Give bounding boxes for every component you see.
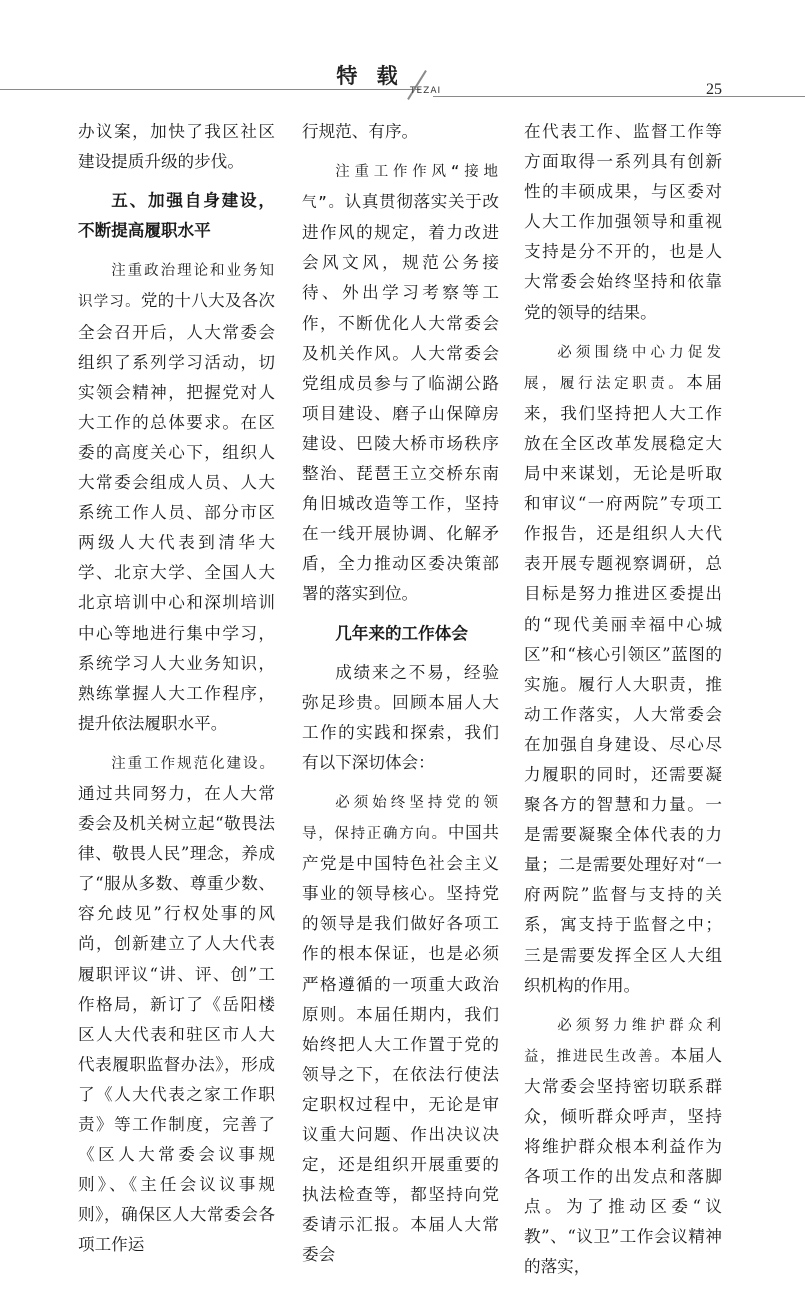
paragraph-lead: 必须努力维护群众利益，推进民生改善。: [524, 1017, 722, 1065]
paragraph-body: 认真贯彻落实关于改进作风的规定，着力改进会风文风，规范公务接待、外出学习考察等工作，不断优化人大常委会及机关作风。人大常委会党组成员参与了临湖公路项目建设、磨子山保障房建设、巴陵大桥市场秩序整治、琵琶王立交桥东南角旧城改造等工作，坚持在一线开展协调、化解矛盾，全力推动区委决策部署的落实到位。: [302, 192, 500, 604]
paragraph: 成绩来之不易，经验弥足珍贵。回顾本届人大工作的实践和探索，我们有以下深切体会：: [302, 662, 499, 772]
section-heading: 五、加强自身建设，不断提高履职水平: [78, 191, 275, 241]
paragraph-lead: 注重工作作风“接地气”。: [302, 164, 499, 212]
section-subtitle: TEZAI: [410, 86, 442, 96]
paragraph-body: 党的十八大及各次全会召开后，人大常委会组织了系列学习活动，切实领会精神，把握党对人大工作的总体要求。在区委的高度关心下，组织人大常委会组成人员、人大系统工作人员、部分市区两级人大代表到清华大学、北京大学、全国人大北京培训中心和深圳培训中心等地进行集中学习，系统学习人大业务知识，熟练掌握人大工作程序，提升依法履职水平。: [78, 291, 276, 733]
paragraph-body: 通过共同努力，在人大常委会及机关树立起“敬畏法律、敬畏人民”理念，养成了“服从多数、尊重少数、容允歧见”行权处事的风尚，创新建立了人大代表履职评议“讲、评、创”工作格局，新订了《岳阳楼区人大代表和驻区市人大代表履职监督办法》，形成了《人大代表之家工作职责》等工作制度，完善了《区人大常委会议事规则》、《主任会议议事规则》，确保区人大常委会各项工作运: [78, 783, 275, 1255]
text-column-3: [524, 117, 722, 1292]
section-title: 特 载: [336, 64, 404, 88]
paragraph: [78, 748, 275, 1261]
paragraph-body: 本届人大常委会坚持密切联系群众，倾听群众呼声，坚持将维护群众根本利益作为各项工作的出发点和落脚点。为了推动区委“议教”、“议卫”工作会议精神的落实，: [524, 1045, 723, 1277]
paragraph-body: 中国共产党是中国特色社会主义事业的领导核心。坚持党的领导是我们做好各项工作的根本保证，也是必须严格遵循的一项重大政治原则。本届任期内，我们始终把人大工作置于党的领导之下，在依法行使法定职权过程中，无论是审议重大问题、作出决议决定，还是组织开展重要的执法检查等，都坚持向党委请示汇报。本届人大常委会: [302, 823, 500, 1265]
section-heading: 几年来的工作体会: [335, 623, 468, 643]
paragraph: [302, 787, 499, 1271]
page-number: 25: [706, 81, 722, 98]
paragraph: [524, 337, 722, 1001]
paragraph-lead: 注重政治理论和业务知识学习。: [78, 263, 275, 311]
paragraph: [302, 156, 499, 609]
paragraph-body: 本届来，我们坚持把人大工作放在全区改革发展稳定大局中来谋划，无论是听取和审议“一府两院”专项工作报告，还是组织人大代表开展专题视察调研，总目标是努力推进区委提出的“现代美丽幸福中心城区”和“核心引领区”蓝图的实施。履行人大职责，推动工作落实，人大常委会在加强自身建设、尽心尽力履职的同时，还需要凝聚各方的智慧和力量。一是需要凝聚全体代表的力量；二是需要处理好对“一府两院”监督与支持的关系，寓支持于监督之中；三是需要发挥全区人大组织机构的作用。: [524, 372, 722, 995]
paragraph: 在代表工作、监督工作等方面取得一系列具有创新性的丰硕成果，与区委对人大工作加强领导和重视支持是分不开的，也是人大常委会始终坚持和依靠党的领导的结果。: [524, 122, 722, 322]
paragraph: 行规范、有序。: [302, 122, 419, 141]
paragraph-lead: 注重工作规范化建设。: [111, 755, 275, 772]
paragraph: [524, 1010, 722, 1283]
paragraph-lead: 必须围绕中心力促发展，履行法定职责。: [524, 344, 722, 392]
header-rule-right: [433, 96, 805, 97]
text-column-2: [302, 117, 499, 1279]
paragraph: [78, 255, 275, 739]
paragraph-lead: 必须始终坚持党的领导，保持正确方向。: [302, 794, 499, 843]
text-column-1: [78, 117, 275, 1269]
page-header: [0, 0, 805, 110]
paragraph: 办议案，加快了我区社区建设提质升级的步伐。: [78, 122, 275, 172]
